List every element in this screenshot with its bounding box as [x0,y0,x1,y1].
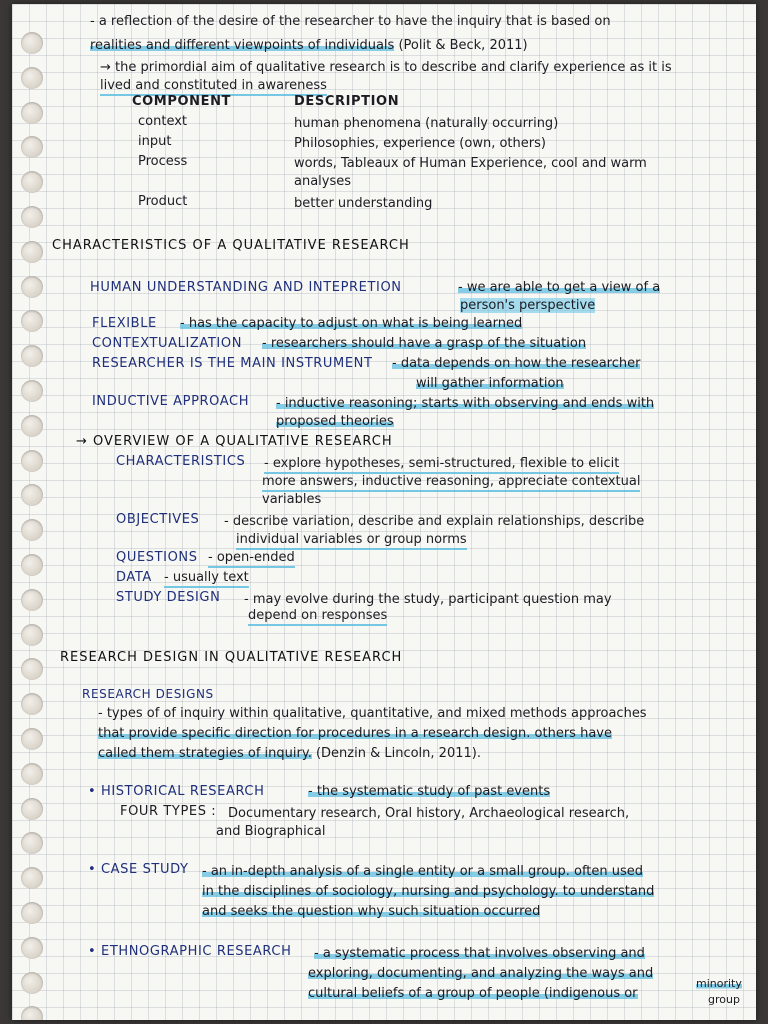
term-historical-research: • HISTORICAL RESEARCH [88,784,265,799]
desc-ov-objectives-2: individual variables or group norms [236,532,467,550]
desc-text: - researchers should have a grasp of the situation [262,336,587,351]
table-row-component: Process [138,154,188,169]
desc-text: - a systematic process that involves observing and [314,946,645,961]
desc-researcher-instrument-2 [416,376,564,392]
term-case-study: • CASE STUDY [88,862,189,877]
desc-inductive-approach [276,396,654,412]
top-line-4: lived and constituted in awareness [100,78,327,96]
design-line-1: - types of of inquiry within qualitative, quantitative, and mixed methods approaches [98,706,647,721]
desc-ov-characteristics-2: more answers, inductive reasoning, appreciate contextual [262,474,640,492]
table-row-component: Product [138,194,188,209]
binder-hole [21,1006,43,1020]
desc-ov-characteristics-1: - explore hypotheses, semi-structured, flexible to elicit [264,456,619,474]
section-heading-overview: → OVERVIEW OF A QUALITATIVE RESEARCH [76,434,393,449]
desc-contextualization [262,336,586,352]
binder-hole [21,206,43,228]
desc-text: will gather information [416,376,564,391]
binder-hole [21,310,43,332]
binder-hole [21,102,43,124]
desc-text: exploring, documenting, and analyzing the ways and [308,966,654,981]
desc-case-study-2 [202,884,654,900]
binder-hole [21,380,43,402]
term-ov-questions: QUESTIONS [116,550,198,565]
binder-hole [21,484,43,506]
desc-text: - an in-depth analysis of a single entity or a small group. often used [202,864,644,879]
top-line-3: → the primordial aim of qualitative research is to describe and clarify experience as it is [100,60,672,75]
top-line-2 [90,38,528,54]
binder-hole [21,763,43,785]
desc-ethnographic-3 [308,986,638,1002]
subheading-research-designs: RESEARCH DESIGNS [82,687,214,701]
binder-hole [21,415,43,437]
desc-text: - data depends on how the researcher [392,356,641,371]
desc-inductive-approach-2 [276,414,394,430]
table-row-description: words, Tableaux of Human Experience, cool and warm [294,156,647,171]
desc-case-study-3 [202,904,540,920]
design-line-3-text: called them strategies of inquiry. [98,746,312,761]
term-ov-characteristics: CHARACTERISTICS [116,454,246,469]
binder-hole [21,554,43,576]
table-row-component: input [138,134,172,149]
four-types-label: FOUR TYPES : [120,804,217,819]
term-contextualization: CONTEXTUALIZATION [92,336,243,351]
section-heading-research-design: RESEARCH DESIGN IN QUALITATIVE RESEARCH [60,650,403,665]
binder-holes [12,4,52,1020]
design-citation: (Denzin & Lincoln, 2011). [315,746,481,761]
binder-hole [21,728,43,750]
table-header-component: COMPONENT [132,94,232,109]
minority-text: minority [696,977,742,990]
binder-hole [21,67,43,89]
desc-ov-study-design-1: - may evolve during the study, participant question may [244,592,612,607]
desc-ov-questions: - open-ended [208,550,295,568]
desc-human-understanding-2 [460,298,595,314]
table-row-description: Philosophies, experience (own, others) [294,136,546,151]
top-line-1: - a reflection of the desire of the researcher to have the inquiry that is based on [90,14,611,29]
desc-ov-characteristics-3: variables [262,492,322,507]
desc-ethnographic-2 [308,966,653,982]
desc-text: proposed theories [276,414,394,429]
group-text: group [708,993,740,1006]
binder-hole [21,937,43,959]
binder-hole [21,241,43,263]
term-flexible: FLEXIBLE [92,316,157,331]
top-citation: (Polit & Beck, 2011) [398,38,528,53]
section-heading-characteristics: CHARACTERISTICS OF A QUALITATIVE RESEARCH [52,238,410,253]
design-line-2-text: that provide specific direction for procedures in a research design. others have [98,726,612,741]
term-ov-study-design: STUDY DESIGN [116,590,221,605]
binder-hole [21,171,43,193]
notebook-page [12,4,756,1020]
desc-ethnographic-1 [314,946,645,962]
table-row-component: context [138,114,187,129]
binder-hole [21,32,43,54]
table-header-description: DESCRIPTION [294,94,400,109]
desc-ethnographic-minority [696,978,742,990]
term-ov-objectives: OBJECTIVES [116,512,200,527]
desc-text: in the disciplines of sociology, nursing and psychology. to understand [202,884,655,899]
binder-hole [21,902,43,924]
desc-text: - we are able to get a view of a [458,280,661,295]
desc-case-study-1 [202,864,643,880]
binder-hole [21,624,43,646]
term-researcher-instrument: RESEARCHER IS THE MAIN INSTRUMENT [92,356,373,371]
four-types-line-2: and Biographical [216,824,326,839]
table-row-description: analyses [294,174,352,189]
binder-hole [21,798,43,820]
term-ethnographic-research: • ETHNOGRAPHIC RESEARCH [88,944,292,959]
design-line-3 [98,746,481,762]
top-line-2-text: realities and different viewpoints of individuals [90,38,395,53]
desc-text: - has the capacity to adjust on what is being learned [180,316,523,331]
desc-flexible [180,316,522,332]
binder-hole [21,276,43,298]
desc-ov-objectives-1: - describe variation, describe and explain relationships, describe [224,514,645,529]
desc-historical-research [308,784,550,800]
table-row-description: human phenomena (naturally occurring) [294,116,559,131]
binder-hole [21,450,43,472]
desc-text: and seeks the question why such situation occurred [202,904,541,919]
term-human-understanding: HUMAN UNDERSTANDING AND INTEPRETION [90,280,402,295]
desc-text: cultural beliefs of a group of people (indigenous or [308,986,638,1001]
binder-hole [21,832,43,854]
binder-hole [21,867,43,889]
binder-hole [21,658,43,680]
binder-hole [21,345,43,367]
four-types-line-1: Documentary research, Oral history, Archaeological research, [228,806,630,821]
binder-hole [21,136,43,158]
binder-hole [21,589,43,611]
desc-ov-study-design-2: depend on responses [248,608,387,626]
desc-text: - inductive reasoning; starts with observing and ends with [276,396,655,411]
desc-human-understanding [458,280,660,296]
binder-hole [21,519,43,541]
desc-researcher-instrument [392,356,640,372]
table-row-description: better understanding [294,196,433,211]
desc-ethnographic-group [708,994,740,1006]
term-inductive-approach: INDUCTIVE APPROACH [92,394,250,409]
binder-hole [21,693,43,715]
desc-text: person's perspective [460,298,596,313]
term-ov-data: DATA [116,570,152,585]
design-line-2 [98,726,612,742]
desc-text: - the systematic study of past events [308,784,551,799]
binder-hole [21,972,43,994]
desc-ov-data: - usually text [164,570,249,588]
